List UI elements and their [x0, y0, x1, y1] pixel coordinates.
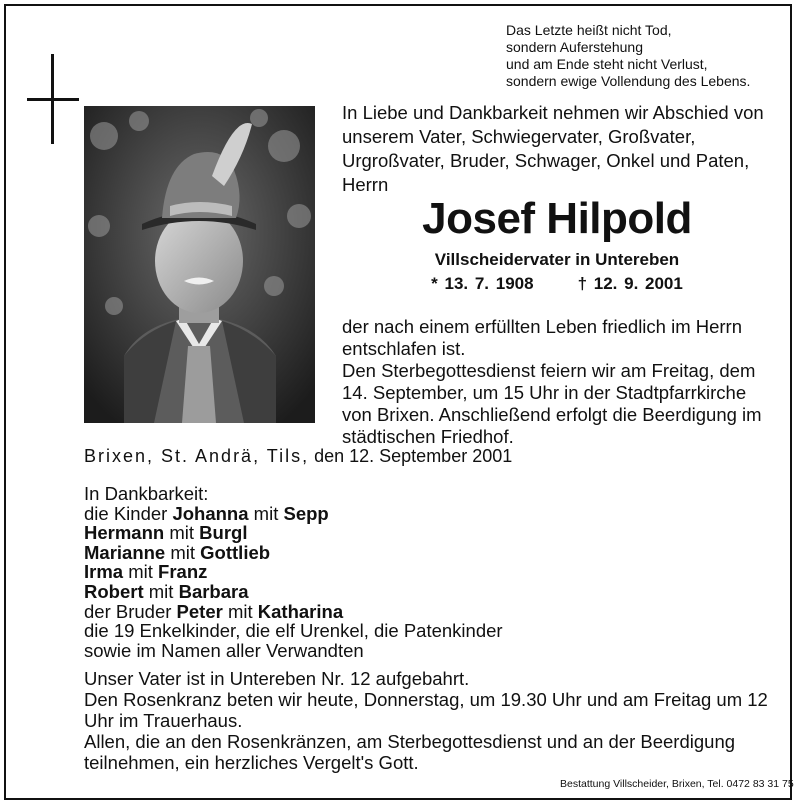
cross-icon-bar [27, 98, 79, 101]
motto-line: Das Letzte heißt nicht Tod, [506, 22, 672, 38]
family-list [84, 484, 503, 660]
passing-sentence: der nach einem erfüllten Leben friedlich im Herrn entschlafen ist. [342, 316, 743, 359]
laid-out-note: Unser Vater ist in Untereben Nr. 12 aufgebahrt. [84, 668, 470, 689]
intro-text: In Liebe und Dankbarkeit nehmen wir Abschied von unserem Vater, Schwiegervater, Großvater, Urgroßvater, Bruder, Schwager, Onkel und Paten, Herrn [342, 102, 764, 195]
motto-line: sondern ewige Vollendung des Lebens. [506, 73, 751, 89]
family-row: Irma mit Franz [84, 561, 208, 583]
motto-line: sondern Auferstehung [506, 39, 643, 55]
thanks-note: Allen, die an den Rosenkränzen, am Sterbegottesdienst und an der Beerdigung teilnehmen, ein herzliches Vergelt's Gott. [84, 731, 736, 773]
deceased-title: Villscheidervater in Untereben [434, 250, 680, 269]
place-names: Brixen, St. Andrä, Tils, [84, 446, 310, 466]
motto-verse [506, 22, 750, 90]
rosary-note: Den Rosenkranz beten wir heute, Donnerstag, um 19.30 Uhr und am Freitag um 12 Uhr im Trauerhaus. [84, 689, 768, 731]
passing-text [342, 316, 772, 448]
family-row: die Kinder Johanna mit Sepp [84, 502, 329, 524]
relatives-line: sowie im Namen aller Verwandten [84, 639, 364, 661]
birth-date: * 13. 7. 1908 [431, 274, 534, 293]
death-date: † 12. 9. 2001 [577, 274, 683, 293]
family-heading: In Dankbarkeit: [84, 483, 209, 504]
undertaker-footer: Bestattung Villscheider, Brixen, Tel. 0472 83 31 75 [560, 778, 794, 790]
motto-line: und am Ende steht nicht Verlust, [506, 56, 708, 72]
deceased-name: Josef Hilpold [422, 194, 692, 243]
funeral-service: Den Sterbegottesdienst feiern wir am Freitag, dem 14. September, um 15 Uhr in der Stadtpfarrkirche von Brixen. Anschließend erfolgt die Beerdigung im städtischen Friedhof. [342, 360, 762, 447]
notes-section [84, 668, 774, 773]
portrait-photo [84, 106, 315, 423]
life-dates [342, 274, 772, 294]
grandchildren-line: die 19 Enkelkinder, die elf Urenkel, die Patenkinder [84, 620, 503, 642]
family-row: Marianne mit Gottlieb [84, 541, 271, 563]
family-row: der Bruder Peter mit Katharina [84, 600, 344, 622]
notice-date: den 12. September 2001 [314, 446, 513, 466]
family-row: Robert mit Barbara [84, 580, 249, 602]
place-date-line [84, 446, 512, 467]
family-row: Hermann mit Burgl [84, 522, 248, 544]
